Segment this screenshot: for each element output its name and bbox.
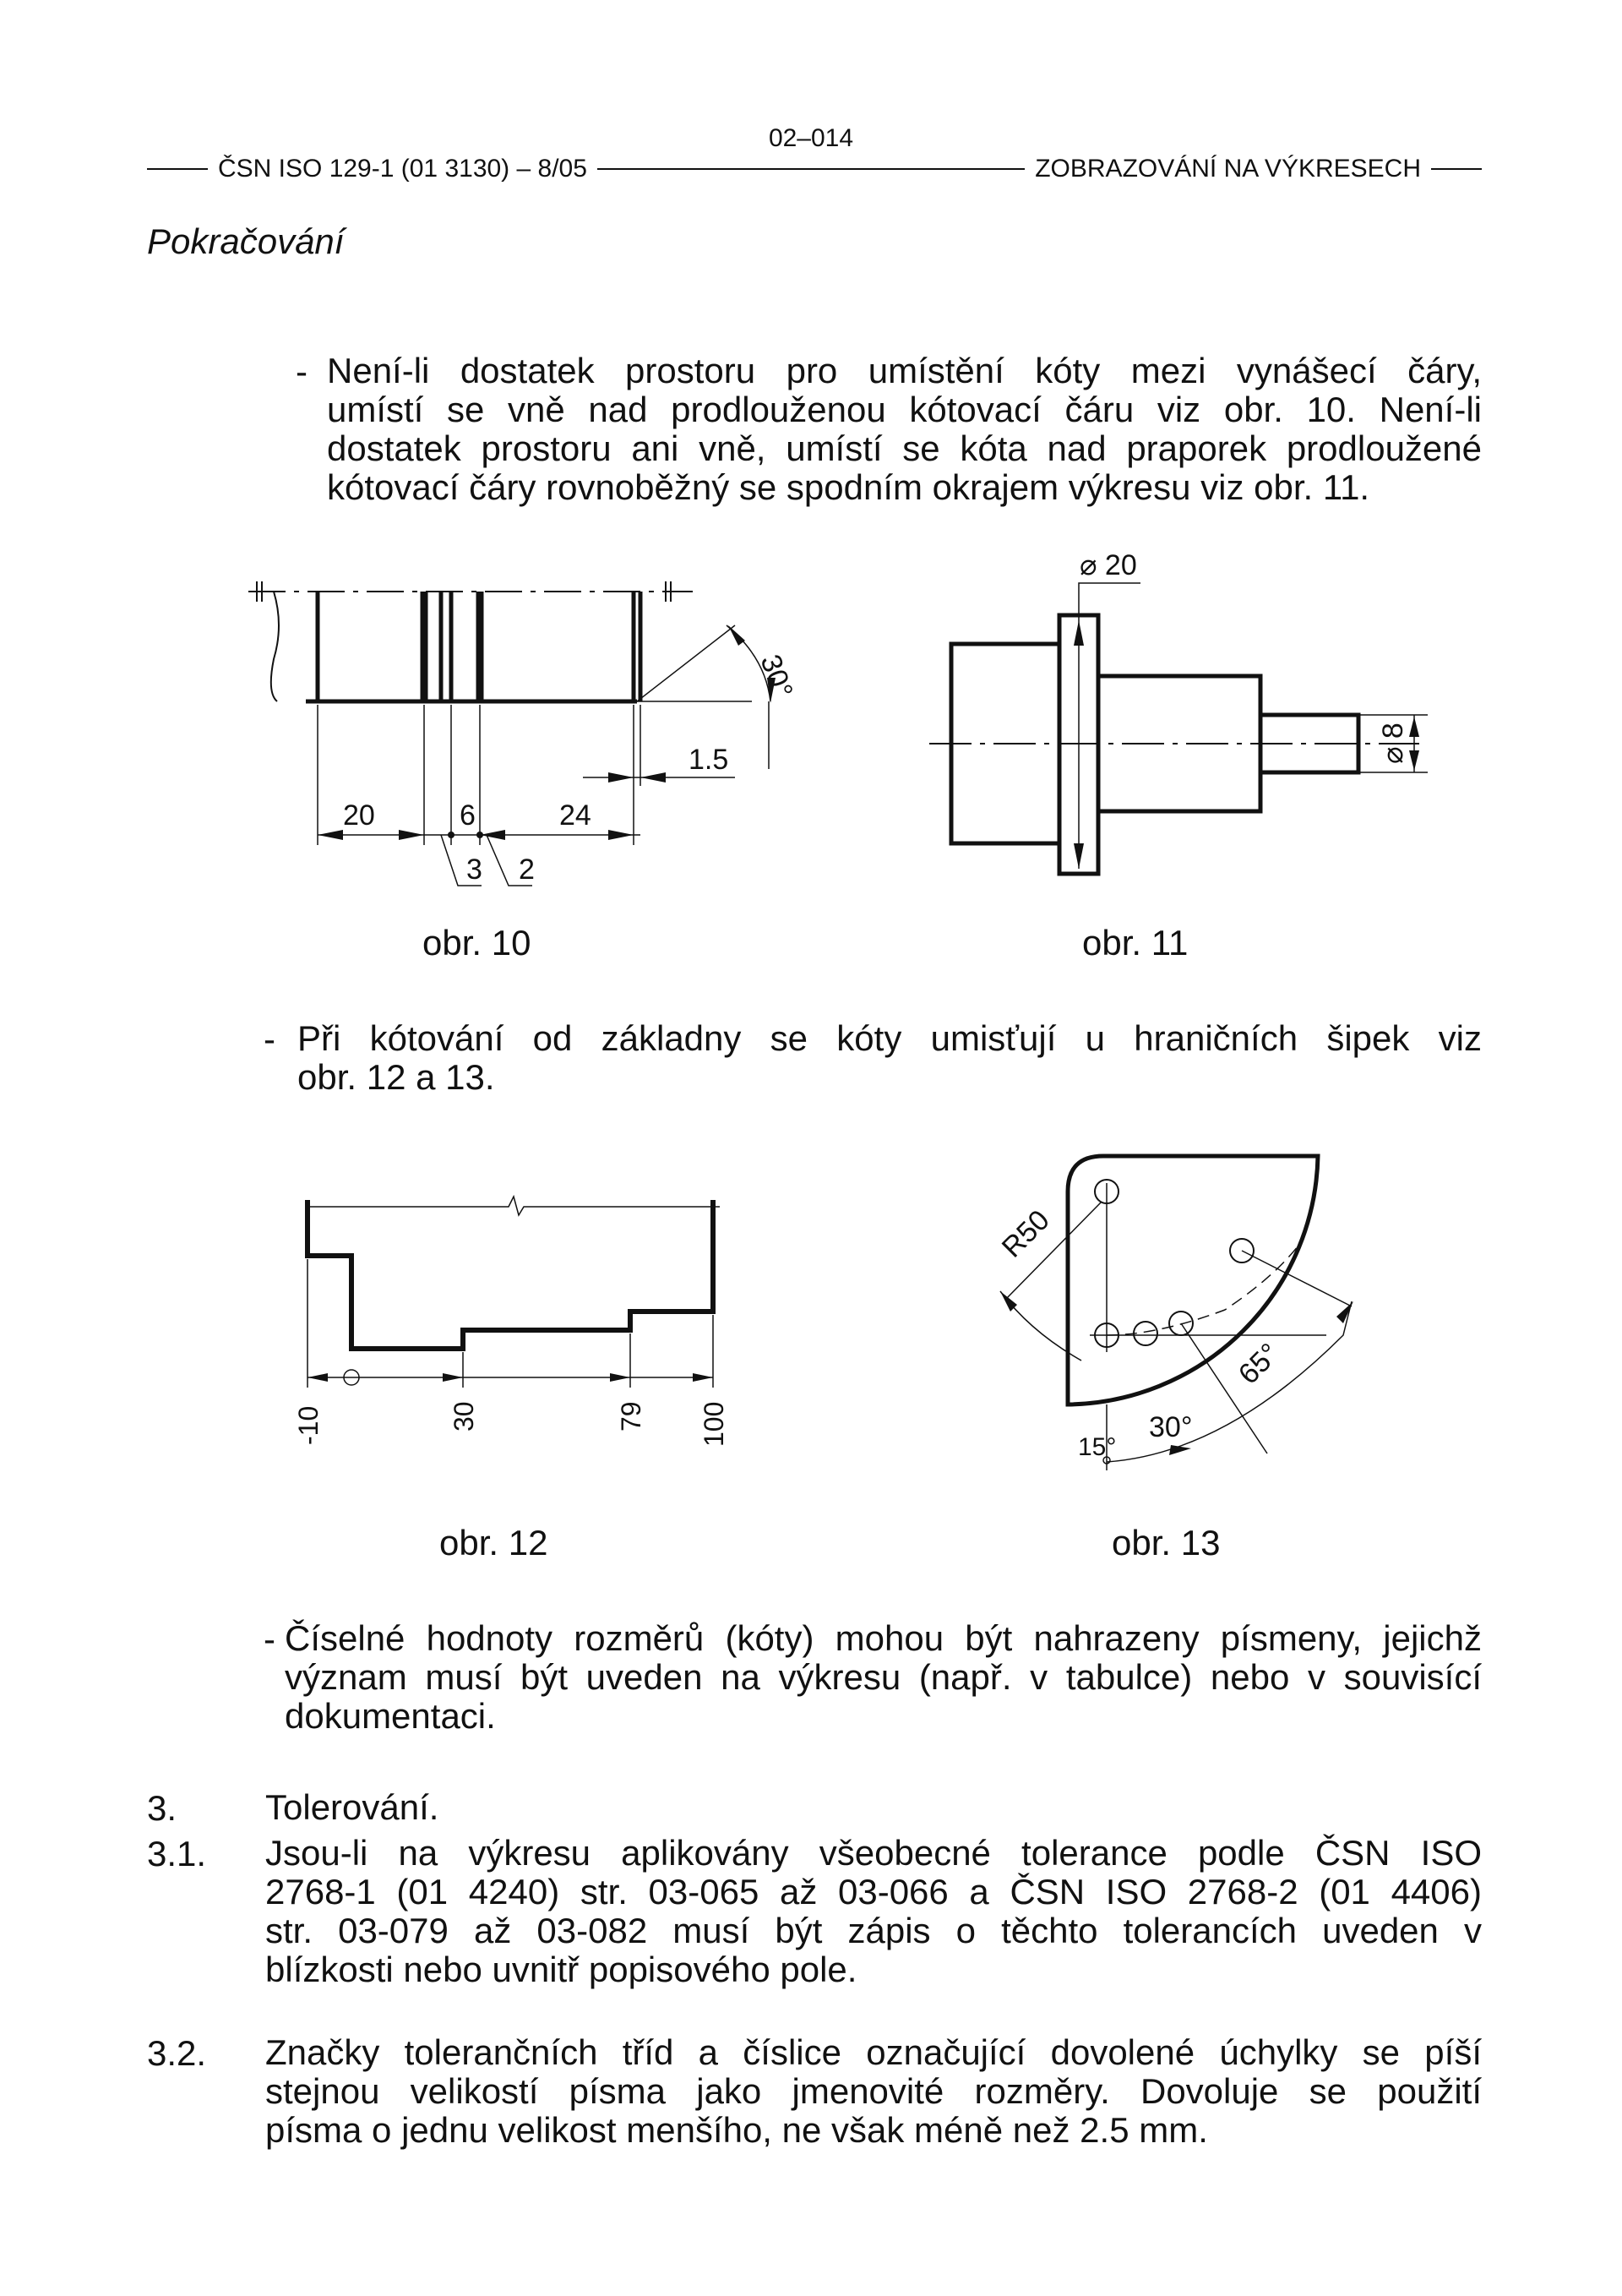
angle-leg xyxy=(637,625,735,701)
text-line: blízkosti nebo uvnitř popisového pole. xyxy=(265,1950,857,1989)
dim-label: 6 xyxy=(460,799,476,832)
figure-13-caption: obr. 13 xyxy=(1112,1523,1221,1562)
angle-arc xyxy=(1107,1301,1352,1462)
text-line: obr. 12 a 13. xyxy=(297,1057,495,1097)
text-line: Číselné hodnoty rozměrů (kóty) mohou být nahrazeny písmeny, jejichž xyxy=(285,1618,1482,1658)
part-outline xyxy=(306,592,640,701)
section-3-2-paragraph xyxy=(265,2033,1482,2150)
section-number: 3.2. xyxy=(147,2033,207,2073)
arrowhead xyxy=(608,772,634,783)
figure-13-drawing xyxy=(955,1132,1377,1496)
bullet-paragraph-2 xyxy=(297,1019,1482,1097)
arrowhead xyxy=(308,1373,328,1382)
header-section: ZOBRAZOVÁNÍ NA VÝKRESECH xyxy=(1035,155,1421,183)
hole xyxy=(1134,1322,1157,1345)
figure-11-caption: obr. 11 xyxy=(1082,923,1189,963)
text-line: písma o jednu velikost menšího, ne však méně než 2.5 mm. xyxy=(265,2110,1208,2150)
part-outline xyxy=(1068,1156,1318,1404)
text-line: význam musí být uveden na výkresu (např. v tabulce) nebo v souvisící xyxy=(285,1657,1482,1697)
text-line: 2768-1 (01 4240) str. 03-065 až 03-066 a ČSN ISO 2768-2 (01 4406) xyxy=(265,1872,1482,1912)
dim-label: ⌀ 20 xyxy=(1080,549,1137,581)
text-line: Značky tolerančních tříd a číslice označující dovolené úchylky se píší xyxy=(265,2032,1482,2072)
figure-12-caption: obr. 12 xyxy=(439,1523,548,1562)
dot-terminator xyxy=(476,832,483,838)
arrowhead xyxy=(693,1373,713,1382)
header-rule-middle xyxy=(597,168,1025,170)
bullet-dash: - xyxy=(296,352,308,391)
arrowhead xyxy=(610,1373,630,1382)
dim-label: R50 xyxy=(995,1203,1056,1264)
arrowhead xyxy=(480,830,505,840)
dim-label: 24 xyxy=(559,799,591,832)
arrowhead xyxy=(608,830,634,840)
break-line xyxy=(308,1197,720,1215)
text-line: stejnou velikostí písma jako jmenovité rozměry. Dovoluje se použití xyxy=(265,2071,1482,2111)
bullet-dash: - xyxy=(264,1019,275,1059)
arrowhead xyxy=(443,1373,463,1382)
dim-label: 2 xyxy=(519,854,535,886)
dot-terminator xyxy=(448,832,454,838)
arrowhead xyxy=(1409,750,1419,771)
header-rule-left xyxy=(147,168,208,170)
header-standard: ČSN ISO 129-1 (01 3130) – 8/05 xyxy=(218,155,587,183)
dim-label: 20 xyxy=(343,799,375,832)
text-line: Při kótování od základny se kóty umisťují u hraničních šipek viz xyxy=(297,1018,1482,1058)
pitch-arc xyxy=(1107,1242,1301,1335)
text-line: dostatek prostoru ani vně, umístí se kóta nad praporek prodloužené xyxy=(327,428,1482,468)
dim-label: 3 xyxy=(466,854,482,886)
dim-label: ⌀ 8 xyxy=(1377,723,1409,764)
text-line: Není-li dostatek prostoru pro umístění kóty mezi vynášecí čáry, xyxy=(327,351,1482,390)
figure-10-caption: obr. 10 xyxy=(422,923,531,963)
break-line xyxy=(271,592,279,701)
arrowhead xyxy=(1409,717,1419,737)
bullet-dash: - xyxy=(264,1619,275,1659)
section-number: 3. xyxy=(147,1788,177,1828)
arrowhead xyxy=(1336,1301,1353,1323)
dim-label: 30 xyxy=(449,1401,479,1432)
page-number: 02–014 xyxy=(768,124,854,152)
dim-label: 79 xyxy=(616,1401,646,1432)
arrowhead xyxy=(1074,620,1084,646)
dim-label: 100 xyxy=(699,1401,729,1447)
arrowhead xyxy=(728,625,745,646)
section-title: Tolerování. xyxy=(265,1787,439,1827)
dim-label: 1.5 xyxy=(689,744,729,776)
section-3-1-paragraph xyxy=(265,1834,1482,1989)
bullet-paragraph-3 xyxy=(285,1619,1482,1736)
section-number: 3.1. xyxy=(147,1834,207,1873)
angle-leg xyxy=(1242,1251,1352,1306)
arrowhead xyxy=(399,830,424,840)
figure-10-drawing xyxy=(237,566,799,904)
header-rule-right xyxy=(1431,168,1482,170)
bullet-paragraph-1 xyxy=(327,352,1482,507)
figure-12-drawing xyxy=(287,1175,760,1470)
figure-11-drawing xyxy=(904,541,1495,896)
angle-label: 30° xyxy=(754,650,799,703)
arrowhead xyxy=(640,772,666,783)
arrowhead xyxy=(318,830,343,840)
running-header xyxy=(147,152,1482,186)
angle-label: 65° xyxy=(1232,1337,1287,1391)
angle-label: 15° xyxy=(1078,1433,1117,1461)
continuation-label: Pokračování xyxy=(147,221,345,261)
text-line: str. 03-079 až 03-082 musí být zápis o těchto tolerancích uveden v xyxy=(265,1911,1482,1950)
dim-label: -10 xyxy=(293,1405,324,1445)
part-outline xyxy=(308,1200,713,1349)
angle-label: 30° xyxy=(1149,1411,1193,1443)
section-heading xyxy=(265,1788,1482,1827)
arrowhead xyxy=(1074,843,1084,869)
text-line: kótovací čáry rovnoběžný se spodním okrajem výkresu viz obr. 11. xyxy=(327,467,1370,507)
text-line: umístí se vně nad prodlouženou kótovací čáru viz obr. 10. Není-li xyxy=(327,390,1482,429)
text-line: dokumentaci. xyxy=(285,1696,496,1736)
text-line: Jsou-li na výkresu aplikovány všeobecné tolerance podle ČSN ISO xyxy=(265,1833,1482,1873)
